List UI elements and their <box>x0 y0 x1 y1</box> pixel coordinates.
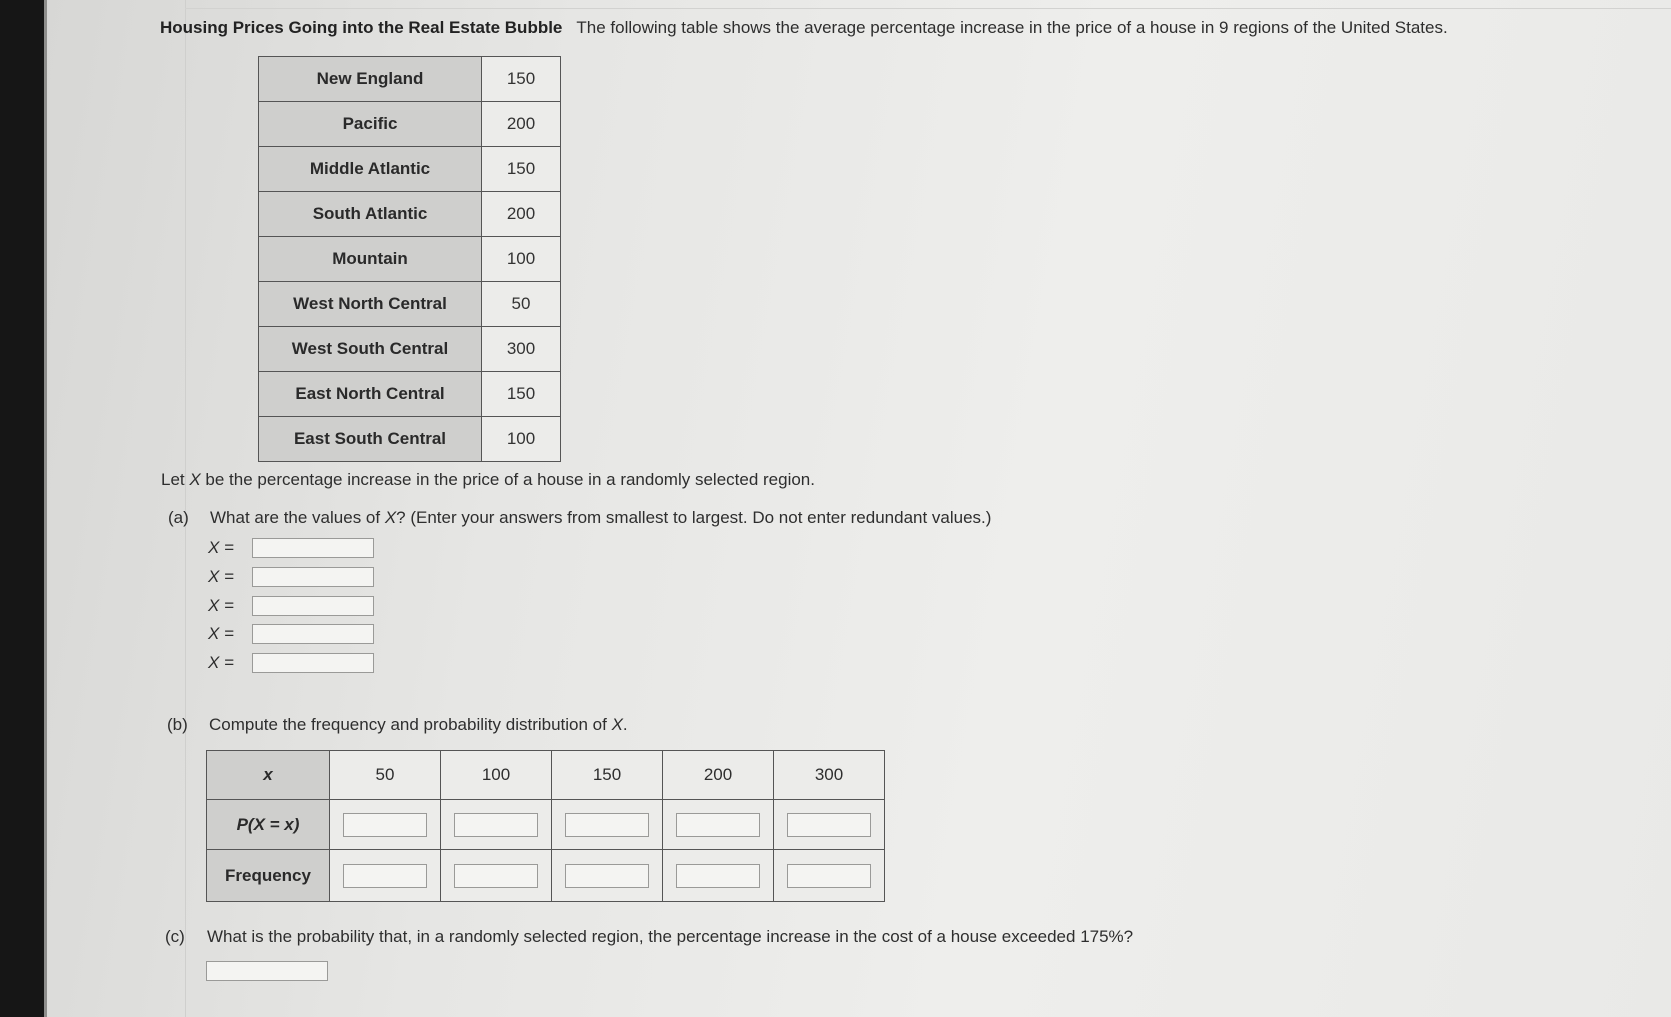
distribution-table <box>206 750 885 902</box>
frequency-input-150[interactable] <box>565 864 649 888</box>
region-name: East North Central <box>259 372 482 417</box>
probability-input-50[interactable] <box>343 813 427 837</box>
problem-title: Housing Prices Going into the Real Estate Bubble <box>160 18 563 37</box>
region-name: Mountain <box>259 237 482 282</box>
problem-description: The following table shows the average percentage increase in the price of a house in 9 regions of the United States. <box>576 18 1448 37</box>
x-value-100: 100 <box>441 751 552 800</box>
region-percent-increase: 50 <box>482 282 561 327</box>
x-equals-label: X = <box>208 653 234 672</box>
region-name: West North Central <box>259 282 482 327</box>
region-row <box>259 147 561 192</box>
region-percent-increase: 150 <box>482 372 561 417</box>
x-answer-row <box>208 567 252 589</box>
x-answer-row <box>208 624 252 646</box>
part-c-question: (c) What is the probability that, in a randomly selected region, the percentage increase in the cost of a house exceeded 175%? <box>165 927 1134 946</box>
variable-definition: Let X be the percentage increase in the price of a house in a randomly selected region. <box>161 470 815 489</box>
x-answer-row <box>208 538 252 560</box>
x-equals-label: X = <box>208 596 234 615</box>
table-cell <box>330 850 441 902</box>
x-value-50: 50 <box>330 751 441 800</box>
x-equals-label: X = <box>208 567 234 586</box>
x-value-input[interactable] <box>252 624 374 644</box>
table-cell <box>552 850 663 902</box>
region-percent-increase: 150 <box>482 57 561 102</box>
x-value-input[interactable] <box>252 596 374 616</box>
x-answer-row <box>208 653 252 675</box>
region-percent-increase: 200 <box>482 102 561 147</box>
region-row <box>259 237 561 282</box>
region-row <box>259 417 561 462</box>
x-value-input[interactable] <box>252 538 374 558</box>
region-name: New England <box>259 57 482 102</box>
problem-intro <box>160 18 1448 38</box>
x-value-input[interactable] <box>252 653 374 673</box>
frequency-input-300[interactable] <box>787 864 871 888</box>
part-b-question: (b) Compute the frequency and probability distribution of X. <box>167 715 628 734</box>
x-value-150: 150 <box>552 751 663 800</box>
table-cell <box>774 850 885 902</box>
region-name: Pacific <box>259 102 482 147</box>
x-value-input[interactable] <box>252 567 374 587</box>
table-cell <box>663 850 774 902</box>
header-probability: P(X = x) <box>207 800 330 850</box>
region-percent-increase: 150 <box>482 147 561 192</box>
header-frequency: Frequency <box>207 850 330 902</box>
table-cell <box>330 800 441 850</box>
probability-input-100[interactable] <box>454 813 538 837</box>
table-cell <box>774 800 885 850</box>
part-a-question: (a) What are the values of X? (Enter your answers from smallest to largest. Do not enter redundant values.) <box>168 508 992 527</box>
probability-input-300[interactable] <box>787 813 871 837</box>
x-answer-row <box>208 596 252 618</box>
region-row <box>259 192 561 237</box>
table-cell <box>552 800 663 850</box>
header-x: x <box>207 751 330 800</box>
region-table <box>258 56 561 462</box>
table-cell <box>441 800 552 850</box>
region-percent-increase: 100 <box>482 417 561 462</box>
x-value-300: 300 <box>774 751 885 800</box>
part-a-label: (a) <box>168 508 189 527</box>
screen-bezel <box>0 0 44 1017</box>
part-c-label: (c) <box>165 927 185 946</box>
region-percent-increase: 100 <box>482 237 561 282</box>
variable-x: X <box>189 470 201 489</box>
region-name: South Atlantic <box>259 192 482 237</box>
region-percent-increase: 200 <box>482 192 561 237</box>
table-cell <box>663 800 774 850</box>
region-row <box>259 282 561 327</box>
region-name: West South Central <box>259 327 482 372</box>
part-c-answer-input[interactable] <box>206 961 328 981</box>
x-equals-label: X = <box>208 538 234 557</box>
frequency-input-200[interactable] <box>676 864 760 888</box>
probability-input-200[interactable] <box>676 813 760 837</box>
region-name: East South Central <box>259 417 482 462</box>
part-b-label: (b) <box>167 715 188 734</box>
x-equals-label: X = <box>208 624 234 643</box>
table-cell <box>441 850 552 902</box>
x-value-200: 200 <box>663 751 774 800</box>
frequency-input-50[interactable] <box>343 864 427 888</box>
top-divider <box>185 8 1671 9</box>
frequency-input-100[interactable] <box>454 864 538 888</box>
region-percent-increase: 300 <box>482 327 561 372</box>
region-row <box>259 102 561 147</box>
region-row <box>259 327 561 372</box>
region-row <box>259 372 561 417</box>
region-row <box>259 57 561 102</box>
probability-input-150[interactable] <box>565 813 649 837</box>
region-name: Middle Atlantic <box>259 147 482 192</box>
